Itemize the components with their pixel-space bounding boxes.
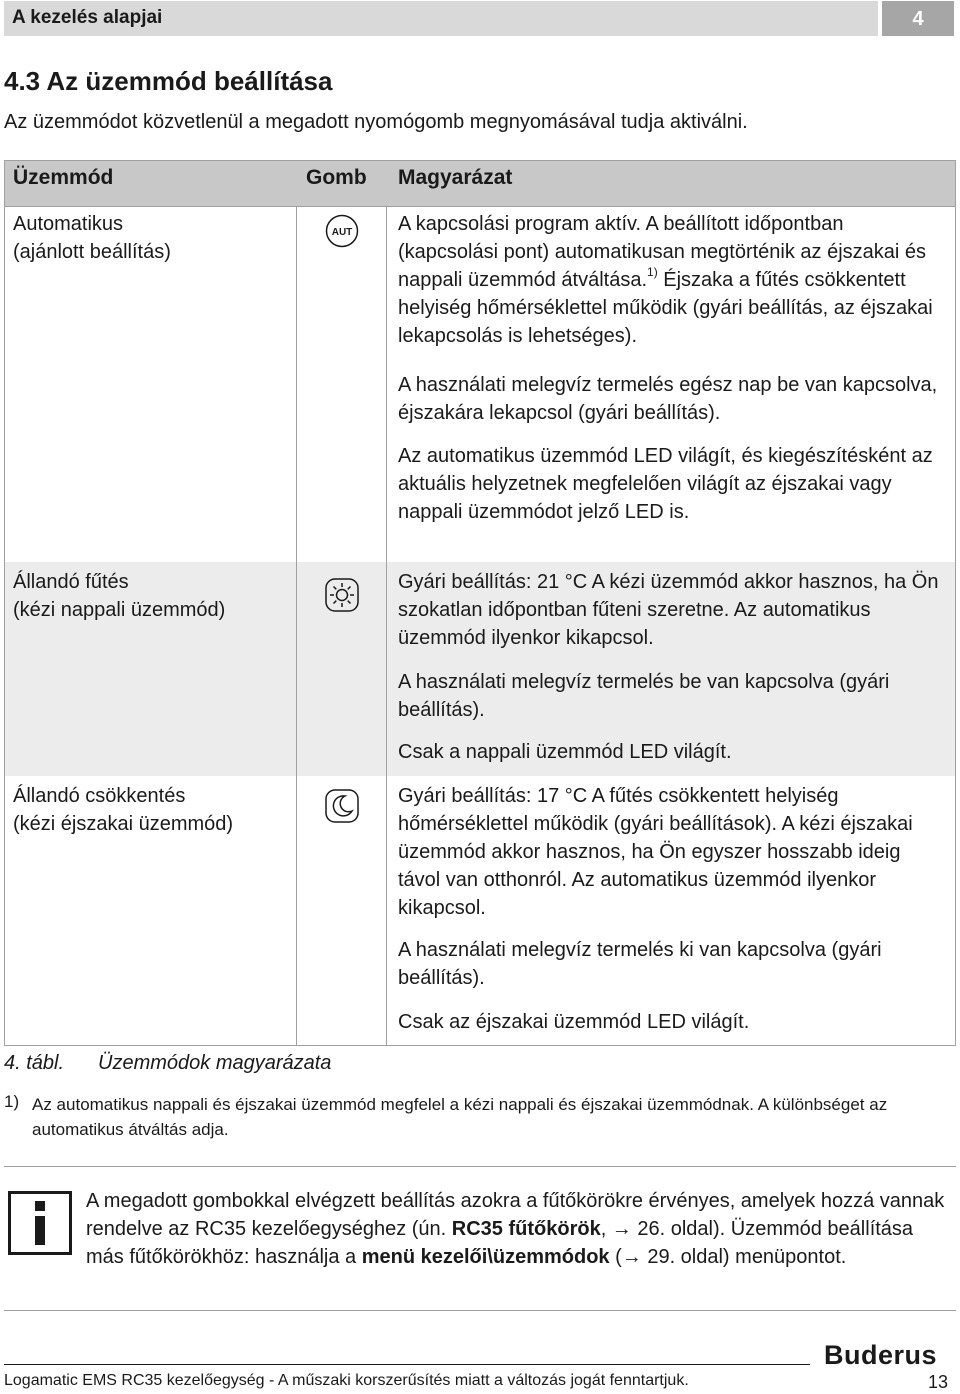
explanation-paragraph: Csak a nappali üzemmód LED világít.: [398, 741, 732, 763]
mode-note: (kézi éjszakai üzemmód): [13, 813, 234, 835]
section-intro: Az üzemmódot közvetlenül a megadott nyomógomb megnyomásával tudja aktiválni.: [4, 111, 748, 133]
info-note: [86, 1187, 946, 1271]
footnote-ref: 1): [647, 265, 658, 280]
explanation-text: Éjszaka a fűtés csökkentett helyiség hőmérséklettel működik (gyári beállítás, az éjszakai lekapcsolás is lehetséges).: [398, 269, 933, 347]
explanation-paragraph: Csak az éjszakai üzemmód LED világít.: [398, 1011, 750, 1033]
mode-name: Állandó fűtés: [13, 571, 129, 593]
footer-rule: [4, 1364, 810, 1365]
table-header-explanation: Magyarázat: [398, 166, 513, 189]
sun-button-icon: [325, 578, 359, 612]
page-number: 13: [928, 1372, 949, 1392]
aut-button-icon: [325, 214, 359, 248]
mode-name: Állandó csökkentés: [13, 785, 186, 807]
table-header-mode: Üzemmód: [13, 166, 114, 189]
info-text: A megadott gombokkal elvégzett beállítás azokra a fűtőkörökre érvényes, amelyek hozzá vannak rendelve az RC35 kezelőegységhez (ún.: [86, 1190, 945, 1240]
explanation-paragraph: [398, 210, 948, 350]
info-bold-term: RC35 fűtőkörök: [451, 1218, 601, 1240]
aut-icon-label: AUT: [331, 227, 353, 238]
mode-note: (ajánlott beállítás): [13, 241, 171, 263]
explanation-paragraph: Az automatikus üzemmód LED világít, és kiegészítésként az aktuális helyzetnek megfelelően világít az éjszakai vagy nappali üzemmódot jelző LED is.: [398, 445, 933, 523]
footer-text: Logamatic EMS RC35 kezelőegység - A műszaki korszerűsítés miatt a változás jogát fenntartjuk.: [4, 1372, 689, 1389]
mode-label-constant-setback: [13, 782, 233, 838]
mode-label-automatic: [13, 210, 171, 266]
explanation-paragraph: Gyári beállítás: 21 °C A kézi üzemmód akkor hasznos, ha Ön szokatlan időpontban fűteni szeretne. Az automatikus üzemmód ilyenkor kikapcsol.: [398, 571, 939, 649]
info-text: , → 26. oldal). Üzemmód beállítása más fűtőkörökhöz: használja a: [86, 1218, 914, 1268]
info-bold-menu-path: menü kezelői\üzemmódok: [361, 1246, 610, 1268]
moon-button-icon: [325, 789, 359, 823]
column-divider: [386, 206, 387, 1046]
info-bottom-rule: [4, 1310, 956, 1311]
info-icon: [8, 1191, 72, 1255]
section-title: 4.3 Az üzemmód beállítása: [4, 66, 333, 96]
footnote-mark: 1): [4, 1092, 20, 1111]
column-divider: [296, 206, 297, 1046]
explanation-paragraph: Gyári beállítás: 17 °C A fűtés csökkentett helyiség hőmérséklettel működik (gyári beállítások). A kézi éjszakai üzemmód akkor hasznos, ha Ön egyszer hosszabb ideig távol van otthonról. Az automatikus üzemmód ilyenkor kikapcsol.: [398, 785, 913, 919]
table-caption-number: 4. tábl.: [4, 1052, 65, 1074]
buderus-logo: Buderus: [824, 1340, 938, 1370]
mode-label-constant-heating: [13, 568, 225, 624]
explanation-paragraph: A használati melegvíz termelés be van kapcsolva (gyári beállítás).: [398, 671, 890, 721]
mode-name: Automatikus: [13, 213, 124, 235]
mode-note: (kézi nappali üzemmód): [13, 599, 226, 621]
header-divider: [4, 206, 956, 207]
info-text: (→ 29. oldal) menüpontot.: [609, 1246, 847, 1268]
explanation-paragraph: A használati melegvíz termelés egész nap be van kapcsolva, éjszakára lekapcsol (gyári beállítás).: [398, 374, 938, 424]
explanation-text: A kapcsolási program aktív. A beállított időpontban (kapcsolási pont) automatikusan megtörténik az éjszakai és nappali üzemmód átváltása.: [398, 213, 927, 291]
explanation-paragraph: A használati melegvíz termelés ki van kapcsolva (gyári beállítás).: [398, 939, 882, 989]
chapter-title: A kezelés alapjai: [12, 7, 163, 28]
table-header-button: Gomb: [306, 166, 367, 189]
chapter-number-tab: 4: [882, 1, 954, 36]
footnote-text: Az automatikus nappali és éjszakai üzemmód megfelel a kézi nappali és éjszakai üzemmódnak. A különbséget az automatikus átváltás adja.: [32, 1095, 888, 1139]
info-top-rule: [4, 1166, 956, 1167]
table-caption-text: Üzemmódok magyarázata: [98, 1052, 332, 1074]
